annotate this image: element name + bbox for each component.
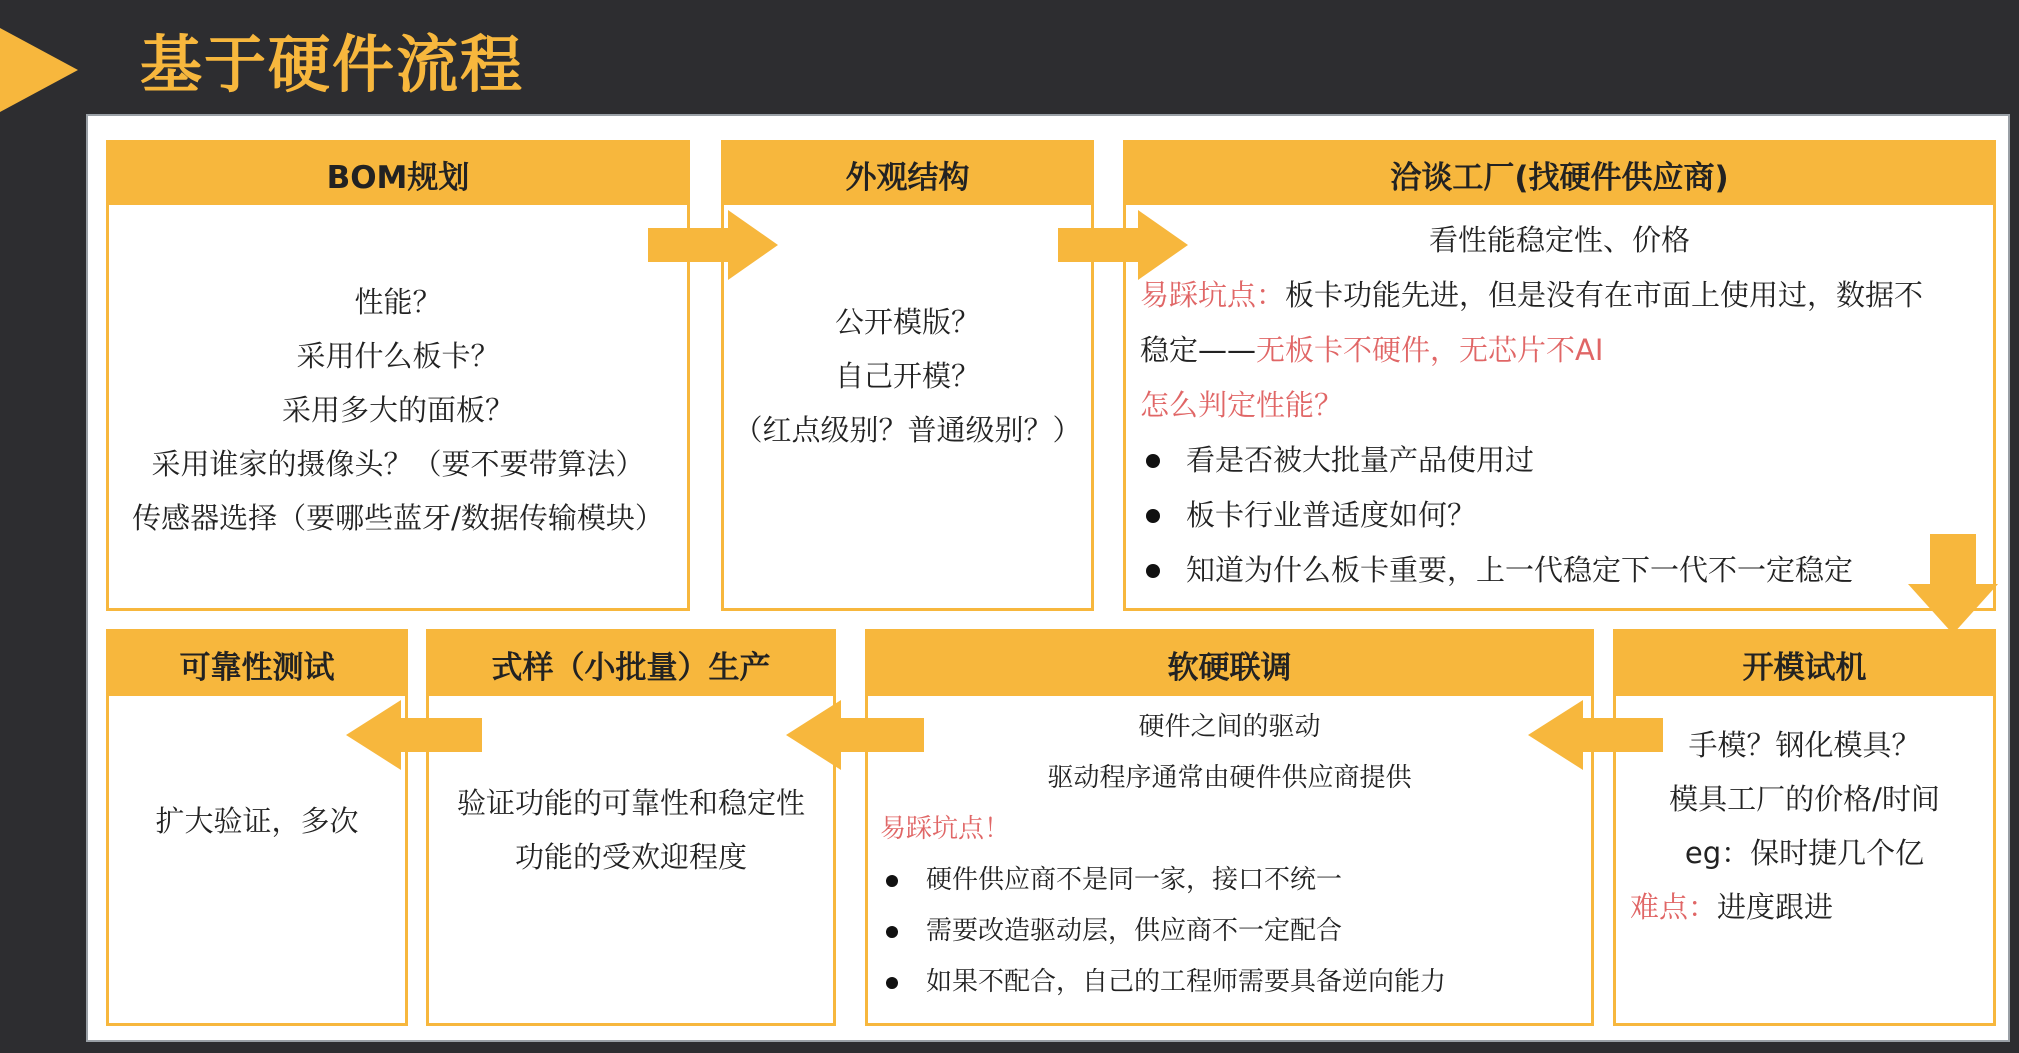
factory-question: 怎么判定性能？ — [1140, 388, 1344, 422]
integration-bullet — [880, 906, 1591, 957]
title-triangle-icon — [0, 28, 78, 112]
diagram-panel — [86, 114, 2010, 1042]
step-mold-header: 开模试机 — [1616, 632, 1993, 696]
factory-pitfall-label: 易踩坑点： — [1140, 278, 1286, 312]
integration-bullet-text: 硬件供应商不是同一家，接口不统一 — [926, 865, 1343, 895]
arrow-right-icon — [648, 210, 778, 280]
integration-pitfall-label: 易踩坑点！ — [880, 814, 1011, 844]
step-integration-body — [868, 696, 1591, 1008]
factory-bullet-text: 知道为什么板卡重要，上一代稳定下一代不一定稳定 — [1186, 553, 1854, 587]
integration-line: 驱动程序通常由硬件供应商提供 — [1047, 763, 1412, 793]
arrow-left-icon — [1528, 700, 1663, 770]
step-production — [426, 629, 836, 1026]
step-reliability-header: 可靠性测试 — [109, 632, 405, 696]
appearance-line: 自己开模？ — [834, 359, 980, 393]
factory-bullet — [1140, 433, 1993, 488]
bullet-dot-icon — [1146, 564, 1160, 578]
arrow-left-icon — [346, 700, 482, 770]
step-bom-header: BOM规划 — [109, 143, 687, 205]
mold-difficulty — [1616, 880, 1993, 934]
factory-pitfall-text-2: 稳定—— — [1140, 333, 1257, 367]
bom-line: 采用谁家的摄像头？（要不要带算法） — [151, 447, 645, 481]
mold-line: eg：保时捷几个亿 — [1684, 836, 1925, 870]
bullet-dot-icon — [1146, 509, 1160, 523]
arrow-down-icon — [1908, 534, 1998, 634]
mold-difficulty-label: 难点： — [1630, 890, 1718, 924]
reliability-line: 扩大验证，多次 — [155, 804, 359, 838]
step-factory-header: 洽谈工厂(找硬件供应商) — [1126, 143, 1993, 205]
factory-subtitle: 看性能稳定性、价格 — [1428, 223, 1690, 257]
step-reliability — [106, 629, 408, 1026]
appearance-line: 公开模版？ — [834, 305, 980, 339]
factory-bullet — [1140, 488, 1993, 543]
integration-bullet — [880, 855, 1591, 906]
bom-line: 采用多大的面板？ — [281, 393, 514, 427]
integration-bullet — [880, 957, 1591, 1008]
factory-bullet-text: 看是否被大批量产品使用过 — [1186, 443, 1535, 477]
arrow-right-icon — [1058, 210, 1188, 280]
production-line: 验证功能的可靠性和稳定性 — [456, 786, 805, 820]
bom-line: 性能？ — [354, 285, 442, 319]
step-factory-body — [1126, 205, 1993, 598]
integration-bullet-text: 需要改造驱动层，供应商不一定配合 — [926, 916, 1343, 946]
factory-pitfall-cont — [1140, 323, 1993, 378]
step-appearance-body — [724, 205, 1091, 457]
factory-pitfall-text: 板卡功能先进，但是没有在市面上使用过，数据不 — [1285, 278, 1924, 312]
bullet-dot-icon — [1146, 454, 1160, 468]
bom-line: 传感器选择（要哪些蓝牙/数据传输模块） — [132, 501, 664, 535]
bullet-dot-icon — [886, 977, 898, 989]
step-production-body — [429, 696, 833, 884]
factory-pitfall-red: 无板卡不硬件，无芯片不AI — [1256, 333, 1604, 367]
appearance-line: （红点级别？普通级别？） — [733, 413, 1082, 447]
step-integration-header: 软硬联调 — [868, 632, 1591, 696]
production-line: 功能的受欢迎程度 — [514, 840, 747, 874]
page-title: 基于硬件流程 — [140, 28, 525, 101]
bullet-dot-icon — [886, 875, 898, 887]
step-integration — [865, 629, 1594, 1026]
step-mold-body — [1616, 696, 1993, 934]
bom-line: 采用什么板卡？ — [296, 339, 500, 373]
factory-pitfall — [1140, 268, 1993, 323]
integration-bullet-text: 如果不配合，自己的工程师需要具备逆向能力 — [926, 967, 1447, 997]
mold-difficulty-text: 进度跟进 — [1717, 890, 1834, 924]
step-bom — [106, 140, 690, 611]
mold-line: 模具工厂的价格/时间 — [1669, 782, 1940, 816]
step-production-header: 式样（小批量）生产 — [429, 632, 833, 696]
step-mold — [1613, 629, 1996, 1026]
mold-line: 手模？钢化模具？ — [1688, 728, 1921, 762]
step-factory — [1123, 140, 1996, 611]
factory-bullet — [1140, 543, 1993, 598]
integration-line: 硬件之间的驱动 — [1138, 712, 1321, 742]
step-appearance-header: 外观结构 — [724, 143, 1091, 205]
arrow-left-icon — [786, 700, 924, 770]
bullet-dot-icon — [886, 926, 898, 938]
factory-bullet-text: 板卡行业普适度如何？ — [1186, 498, 1477, 532]
step-bom-body — [109, 205, 687, 545]
